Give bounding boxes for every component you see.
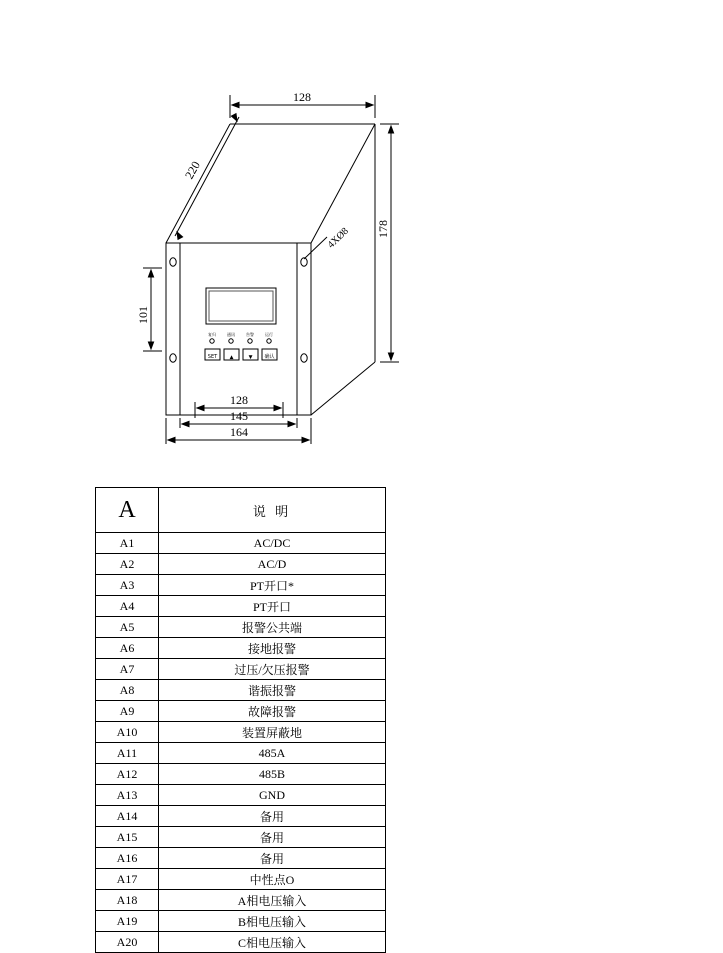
- table-row: [96, 848, 386, 869]
- led-label-0: 复归: [208, 332, 216, 337]
- cell-code: A3: [96, 575, 159, 596]
- table-row: [96, 764, 386, 785]
- led-label-2: 告警: [246, 332, 254, 337]
- table-row: [96, 596, 386, 617]
- table-row: [96, 785, 386, 806]
- dim-width-outer: 164: [230, 425, 248, 439]
- cell-desc: 485A: [159, 743, 386, 764]
- table-header-row: [96, 488, 386, 533]
- key-label-1: ▲: [229, 354, 234, 361]
- cell-code: A11: [96, 743, 159, 764]
- cell-desc: AC/DC: [159, 533, 386, 554]
- cell-code: A20: [96, 932, 159, 953]
- cell-code: A14: [96, 806, 159, 827]
- cell-desc: AC/D: [159, 554, 386, 575]
- table-row: [96, 638, 386, 659]
- table-row: [96, 554, 386, 575]
- key-label-0: SET: [207, 354, 218, 360]
- cell-code: A10: [96, 722, 159, 743]
- cell-code: A2: [96, 554, 159, 575]
- dim-depth-top: 128: [293, 90, 311, 104]
- table-row: [96, 743, 386, 764]
- cell-desc: 故障报警: [159, 701, 386, 722]
- dim-diagonal: 220: [182, 158, 203, 182]
- cell-code: A8: [96, 680, 159, 701]
- key-label-2: ▼: [248, 354, 253, 361]
- cell-desc: 485B: [159, 764, 386, 785]
- cell-desc: 谐振报警: [159, 680, 386, 701]
- cell-desc: 装置屏蔽地: [159, 722, 386, 743]
- table-row: [96, 722, 386, 743]
- lcd-screen: [206, 288, 276, 324]
- cell-code: A13: [96, 785, 159, 806]
- cell-code: A12: [96, 764, 159, 785]
- cell-desc: A相电压输入: [159, 890, 386, 911]
- dim-height-right: 178: [376, 220, 390, 238]
- table-row: [96, 680, 386, 701]
- cell-code: A16: [96, 848, 159, 869]
- table-row: [96, 575, 386, 596]
- table-row: [96, 869, 386, 890]
- cell-desc: 备用: [159, 848, 386, 869]
- table-row: [96, 617, 386, 638]
- cell-desc: PT开口: [159, 596, 386, 617]
- cell-desc: C相电压输入: [159, 932, 386, 953]
- table-row: [96, 701, 386, 722]
- cell-desc: 备用: [159, 806, 386, 827]
- cell-desc: 备用: [159, 827, 386, 848]
- table-row: [96, 911, 386, 932]
- cell-desc: 报警公共端: [159, 617, 386, 638]
- cell-desc: 过压/欠压报警: [159, 659, 386, 680]
- cell-code: A1: [96, 533, 159, 554]
- led-label-1: 通讯: [227, 332, 235, 337]
- table-row: [96, 932, 386, 953]
- front-panel-face: [166, 243, 311, 415]
- cell-desc: B相电压输入: [159, 911, 386, 932]
- cell-code: A9: [96, 701, 159, 722]
- cell-desc: 中性点O: [159, 869, 386, 890]
- table-row: [96, 533, 386, 554]
- dim-hole-label: 4XØ8: [325, 225, 351, 251]
- cell-code: A6: [96, 638, 159, 659]
- cell-code: A15: [96, 827, 159, 848]
- terminal-legend-table: [95, 487, 386, 953]
- cell-code: A18: [96, 890, 159, 911]
- dim-width-mid: 145: [230, 409, 248, 423]
- header-desc: 说 明: [159, 488, 386, 533]
- table-row: [96, 806, 386, 827]
- dim-height-left: 101: [136, 306, 150, 324]
- cell-desc: GND: [159, 785, 386, 806]
- led-label-3: 运行: [265, 332, 273, 337]
- cell-code: A19: [96, 911, 159, 932]
- cell-desc: 接地报警: [159, 638, 386, 659]
- cell-code: A5: [96, 617, 159, 638]
- table-row: [96, 890, 386, 911]
- device-dimension-drawing: [0, 0, 723, 470]
- dim-width-inner: 128: [230, 393, 248, 407]
- header-code: A: [96, 488, 159, 533]
- table-row: [96, 827, 386, 848]
- cell-code: A7: [96, 659, 159, 680]
- table-row: [96, 659, 386, 680]
- cell-code: A4: [96, 596, 159, 617]
- key-label-3: 确认: [264, 354, 275, 360]
- cell-desc: PT开口*: [159, 575, 386, 596]
- cell-code: A17: [96, 869, 159, 890]
